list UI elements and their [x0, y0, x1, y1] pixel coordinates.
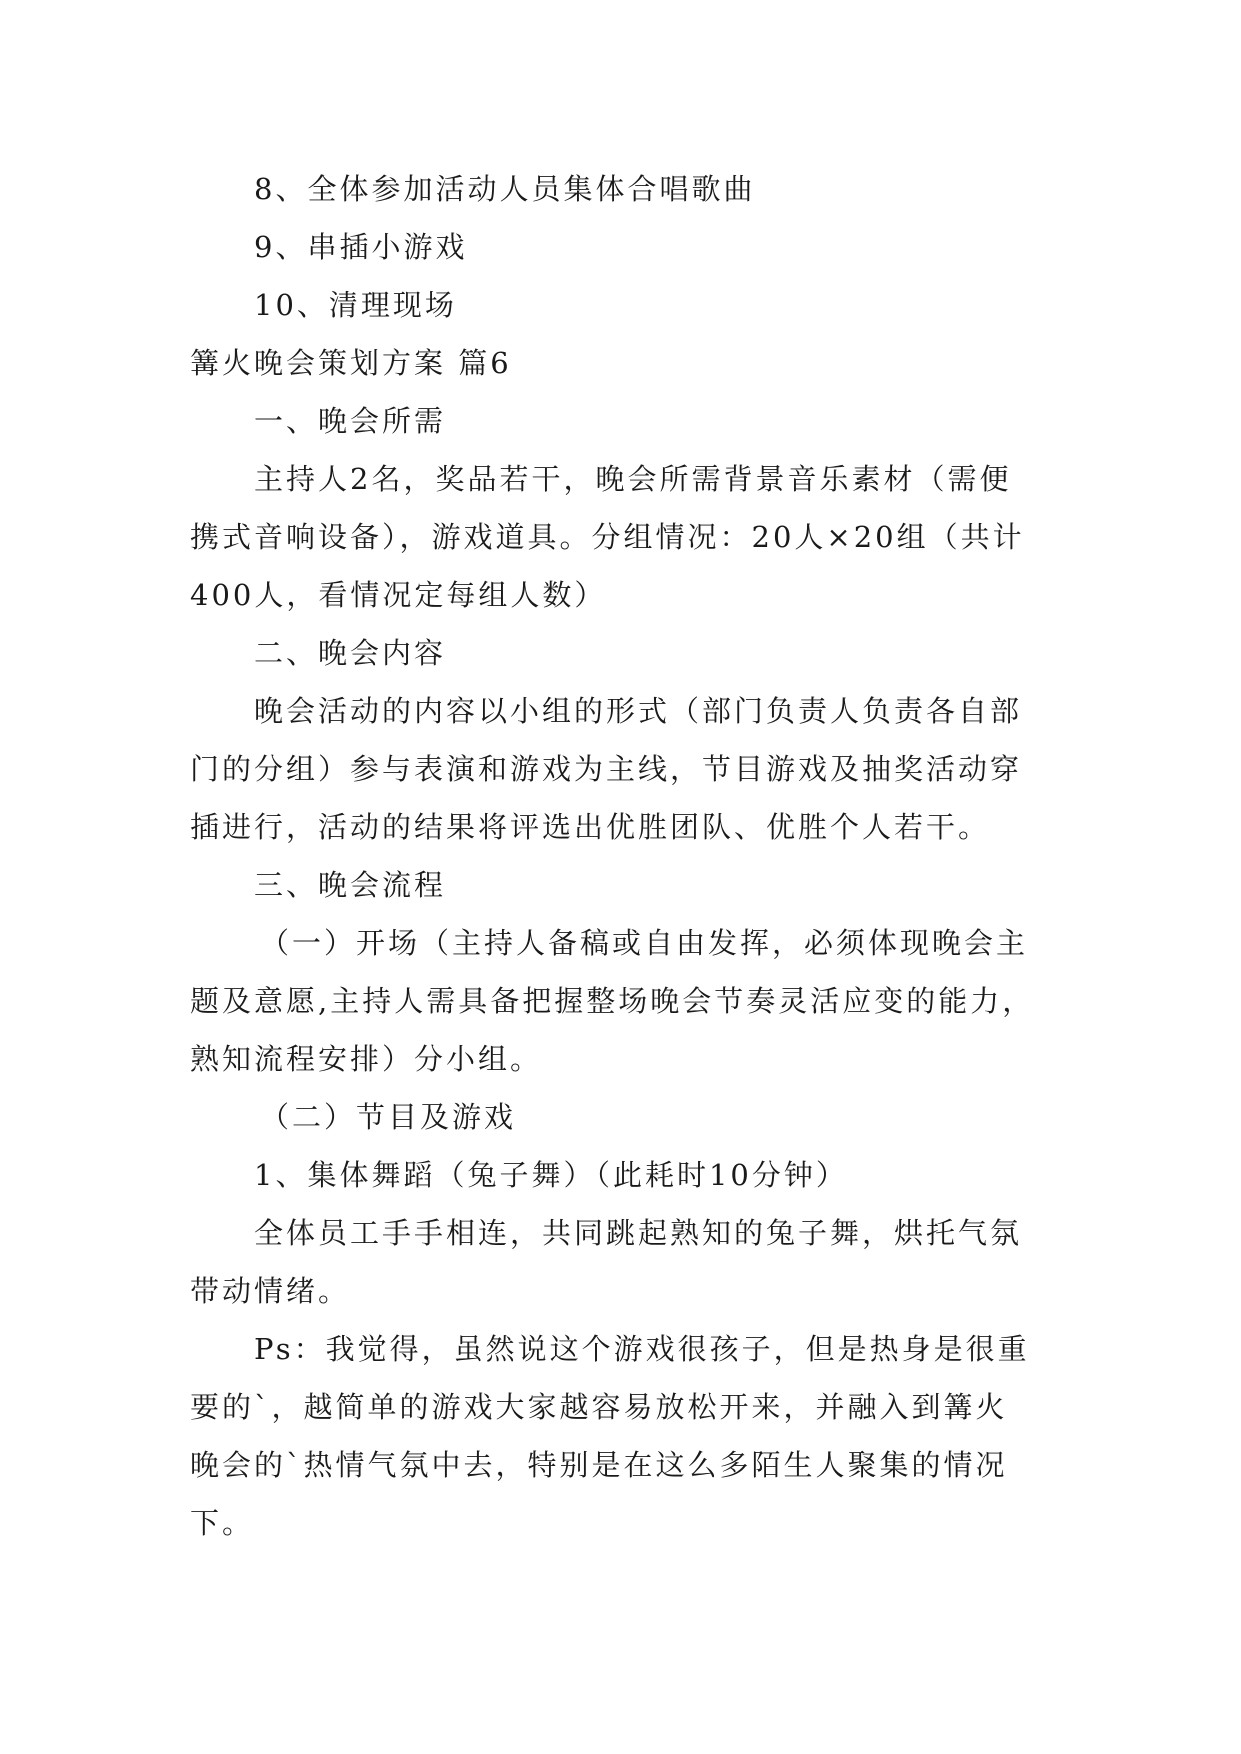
- paragraph-line: 插进行，活动的结果将评选出优胜团队、优胜个人若干。: [190, 810, 991, 844]
- subheading-programs: （二）节目及游戏: [260, 1100, 517, 1134]
- paragraph-line: Ps：我觉得，虽然说这个游戏很孩子，但是热身是很重: [254, 1332, 1030, 1366]
- paragraph-line: 题及意愿,主持人需具备把握整场晚会节奏灵活应变的能力，: [190, 984, 1035, 1018]
- list-item-dance: 1、集体舞蹈（兔子舞）（此耗时10分钟）: [254, 1158, 848, 1192]
- paragraph-line: 晚会的`热情气氛中去，特别是在这么多陌生人聚集的情况: [190, 1448, 1008, 1482]
- paragraph-line: 主持人2名，奖品若干，晚会所需背景音乐素材（需便: [254, 462, 1012, 496]
- subheading-process: 三、晚会流程: [254, 868, 447, 902]
- section-heading: 篝火晚会策划方案 篇6: [190, 346, 512, 380]
- paragraph-line: 晚会活动的内容以小组的形式（部门负责人负责各自部: [254, 694, 1023, 728]
- paragraph-line: 全体员工手手相连，共同跳起熟知的兔子舞，烘托气氛: [254, 1216, 1023, 1250]
- subheading-requirements: 一、晚会所需: [254, 404, 447, 438]
- paragraph-line: 携式音响设备），游戏道具。分组情况：20人×20组（共计: [190, 520, 1025, 554]
- paragraph-line: 门的分组）参与表演和游戏为主线，节目游戏及抽奖活动穿: [190, 752, 1023, 786]
- paragraph-line: 要的`，越简单的游戏大家越容易放松开来，并融入到篝火: [190, 1390, 1008, 1424]
- list-item-9: 9、串插小游戏: [254, 230, 468, 264]
- paragraph-line: 熟知流程安排）分小组。: [190, 1042, 543, 1076]
- paragraph-line: 400人，看情况定每组人数）: [190, 578, 607, 612]
- subheading-content: 二、晚会内容: [254, 636, 447, 670]
- paragraph-line: 下。: [190, 1506, 255, 1540]
- list-item-10: 10、清理现场: [254, 288, 457, 322]
- paragraph-line: （一）开场（主持人备稿或自由发挥，必须体现晚会主: [260, 926, 1029, 960]
- list-item-8: 8、全体参加活动人员集体合唱歌曲: [254, 172, 756, 206]
- paragraph-line: 带动情绪。: [190, 1274, 351, 1308]
- document-body: [190, 160, 1050, 1552]
